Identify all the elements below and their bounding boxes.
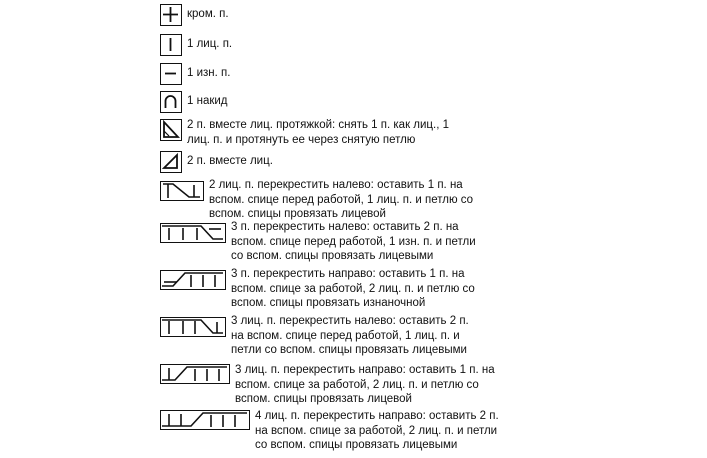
left-decrease-icon bbox=[160, 119, 182, 141]
legend-item-cross-4-right bbox=[160, 410, 499, 453]
legend-text: 1 лиц. п. bbox=[187, 38, 233, 50]
legend-item-cross-3-left-purl bbox=[160, 223, 476, 264]
legend-item-cross-3-left bbox=[160, 317, 469, 358]
yarn-over-icon bbox=[160, 91, 182, 113]
legend-text: 1 накид bbox=[187, 95, 228, 107]
knit-stitch-icon bbox=[160, 34, 182, 56]
legend-item-knit bbox=[160, 34, 232, 56]
selvage-plus-icon bbox=[160, 4, 182, 26]
legend-text: 3 п. перекрестить направо: оставить 1 п. на вспом. спице за работой, 2 лиц. п. и петлю со вспом. спицы провязать изнаночной bbox=[231, 268, 475, 309]
legend-text: 2 п. вместе лиц. bbox=[187, 155, 273, 167]
legend-item-yarn-over bbox=[160, 91, 228, 113]
legend-item-cross-3-right-purl bbox=[160, 270, 475, 311]
legend-text: 3 п. перекрестить налево: оставить 2 п. на вспом. спице перед работой, 1 изн. п. и петли со вспом. спицы провязать лицевыми bbox=[231, 221, 476, 262]
legend-item-left-decrease bbox=[160, 119, 449, 147]
legend-text: 4 лиц. п. перекрестить направо: оставить 2 п. на вспом. спице за работой, 2 лиц. п. и петли со вспом. спицы провязать лицевыми bbox=[255, 410, 499, 451]
cross-3-left-purl-icon bbox=[160, 223, 226, 243]
right-decrease-icon bbox=[160, 151, 182, 173]
legend-item-cross-3-right bbox=[160, 364, 495, 407]
legend-text: 3 лиц. п. перекрестить направо: оставить 1 п. на вспом. спице за работой, 2 лиц. п. и петлю со вспом. спицы провязать лицевой bbox=[235, 364, 495, 405]
legend-item-purl bbox=[160, 63, 230, 85]
legend-text: 2 лиц. п. перекрестить налево: оставить 1 п. на вспом. спице перед работой, 1 лиц. п. и петлю со вспом. спицы провязать лицевой bbox=[209, 179, 474, 220]
legend-text: 2 п. вместе лиц. протяжкой: снять 1 п. как лиц., 1 лиц. п. и протянуть ее через снятую петлю bbox=[187, 119, 450, 146]
cross-3-right-purl-icon bbox=[160, 270, 226, 290]
cross-3-left-icon bbox=[160, 317, 226, 337]
legend-text: 3 лиц. п. перекрестить налево: оставить 2 п. на вспом. спице перед работой, 1 лиц. п. и петли со вспом. спицы провязать лицевыми bbox=[231, 315, 469, 356]
legend-text: кром. п. bbox=[187, 8, 229, 20]
legend-text: 1 изн. п. bbox=[187, 67, 231, 79]
purl-stitch-icon bbox=[160, 63, 182, 85]
cross-4-right-icon bbox=[160, 410, 250, 430]
cross-2-left-icon bbox=[160, 181, 204, 201]
legend-item-right-decrease bbox=[160, 151, 273, 173]
cross-3-right-icon bbox=[160, 364, 230, 384]
legend-item-cross-2-left bbox=[160, 181, 473, 222]
legend-item-selvage bbox=[160, 4, 229, 26]
